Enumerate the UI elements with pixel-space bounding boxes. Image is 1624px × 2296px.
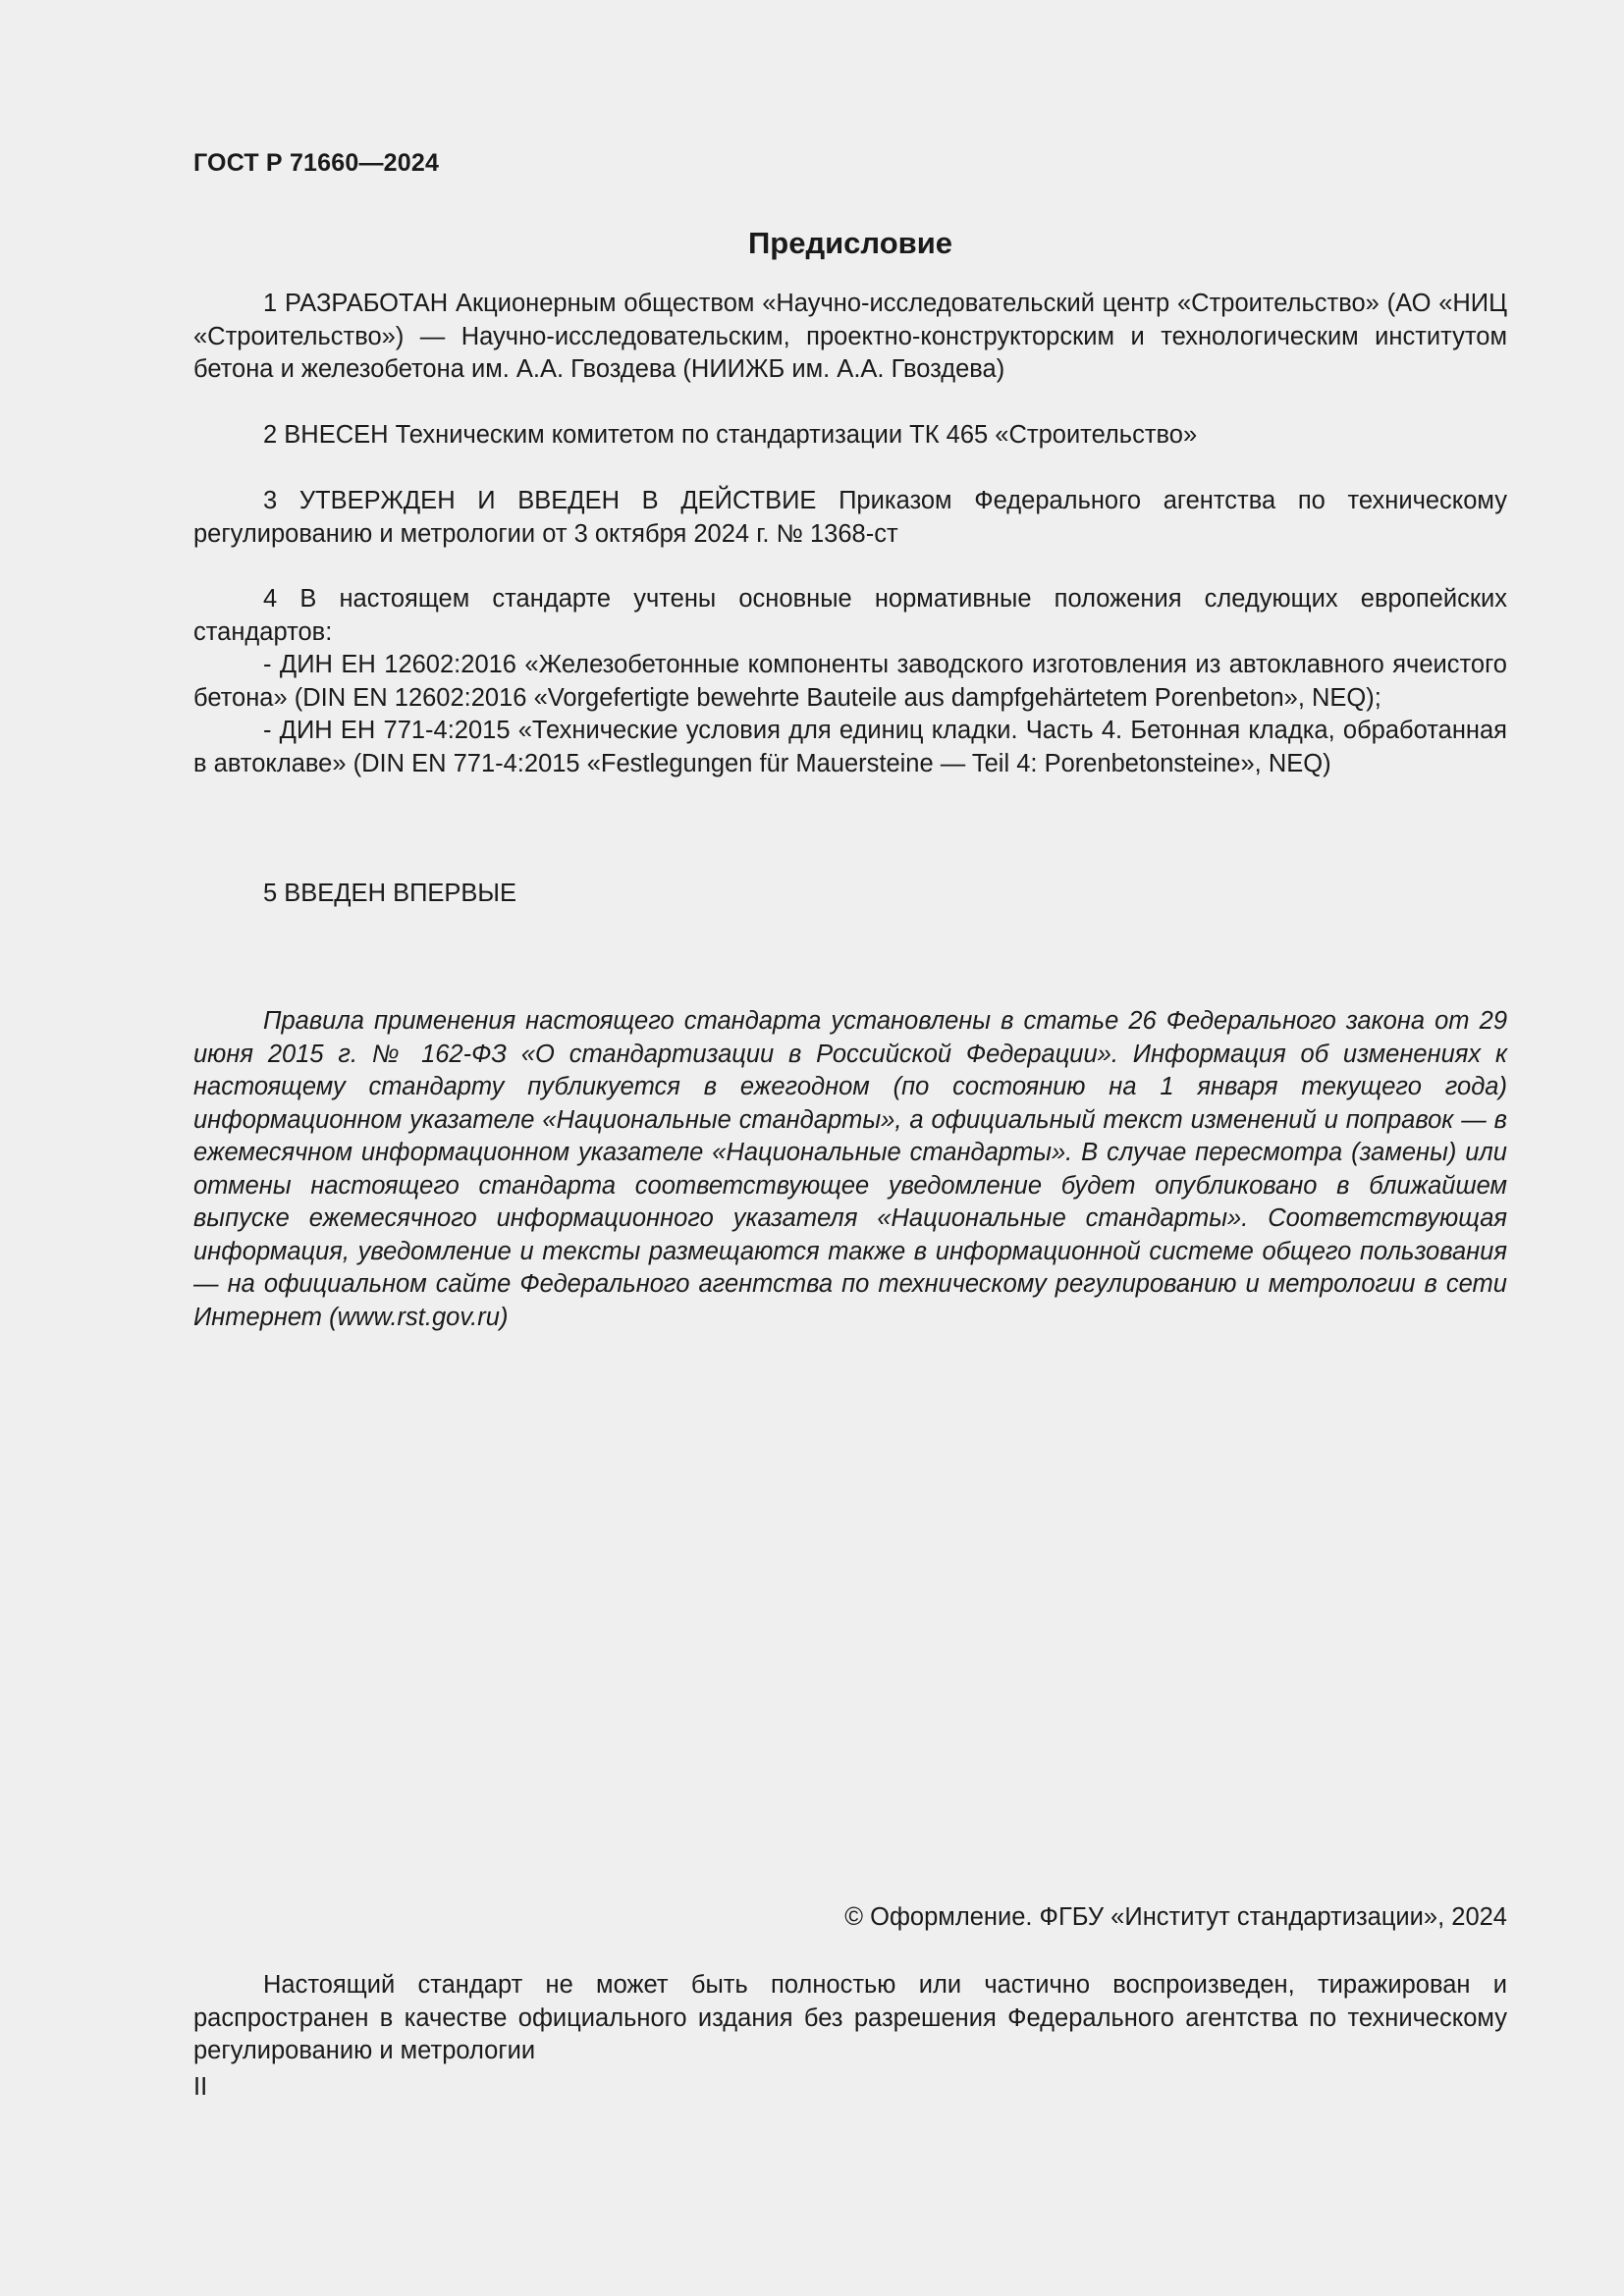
- notice-text: Правила применения настоящего стандарта установлены в статье 26 Федерального закона от 29 июня 2015 г. № 162-ФЗ «О стандартизации в Российской Федерации». Информация об изменениях к настоящему стандарту публикуется в ежегодном (по состоянию на 1 января текущего года) информационном указателе «Национальные стандарты», а официальный текст изменений и поправок — в ежемесячном информационном указателе «Национальные стандарты». В случае пересмотра (замены) или отмены настоящего стандарта соответствующее уведомление будет опубликовано в ближайшем выпуске ежемесячного информационного указателя «Национальные стандарты». Соответствующая информация, уведомление и тексты размещаются также в информационной системе общего пользования — на официальном сайте Федерального агентства по техническому регулированию и метрологии в сети Интернет (www.rst.gov.ru): [193, 1007, 1507, 1331]
- item-5-text: 5 ВВЕДЕН ВПЕРВЫЕ: [263, 880, 517, 907]
- item-4-intro: 4 В настоящем стандарте учтены основные нормативные положения следующих европейских стандартов:: [193, 585, 1507, 646]
- foreword-item-5: [193, 878, 1507, 911]
- item-1-text: 1 РАЗРАБОТАН Акционерным обществом «Научно-исследовательский центр «Строительство» (АО «НИЦ «Строительство») — Научно-исследовательским, проектно-конструкторским и технологическим институтом бетона и железобетона им. А.А. Гвоздева (НИИЖБ им. А.А. Гвоздева): [193, 290, 1507, 383]
- reproduction-notice: [193, 1969, 1507, 2068]
- document-code: ГОСТ Р 71660—2024: [193, 149, 440, 177]
- application-rules-notice: [193, 1005, 1507, 1334]
- reproduction-text: Настоящий стандарт не может быть полностью или частично воспроизведен, тиражирован и распространен в качестве официального издания без разрешения Федерального агентства по техническому регулированию и метрологии: [193, 1971, 1507, 2064]
- foreword-item-3: [193, 485, 1507, 551]
- foreword-item-1: [193, 288, 1507, 387]
- item-4-standard-1: - ДИН ЕН 12602:2016 «Железобетонные компоненты заводского изготовления из автоклавного ячеистого бетона» (DIN EN 12602:2016 «Vorgefertigte bewehrte Bauteile aus dampfgehärtetem Porenbeton», NEQ);: [193, 651, 1507, 712]
- item-4-standard-2: - ДИН ЕН 771-4:2015 «Технические условия для единиц кладки. Часть 4. Бетонная кладка, обработанная в автоклаве» (DIN EN 771-4:2015 «Festlegungen für Mauersteine — Teil 4: Porenbetonsteine», NEQ): [193, 717, 1507, 777]
- item-3-text: 3 УТВЕРЖДЕН И ВВЕДЕН В ДЕЙСТВИЕ Приказом Федерального агентства по техническому регулированию и метрологии от 3 октября 2024 г. № 1368-ст: [193, 487, 1507, 548]
- document-page: [193, 0, 1507, 2296]
- copyright-line: © Оформление. ФГБУ «Институт стандартизации», 2024: [844, 1903, 1507, 1931]
- page-number: II: [193, 2073, 208, 2101]
- page-title: Предисловие: [747, 226, 952, 260]
- item-2-text: 2 ВНЕСЕН Техническим комитетом по стандартизации ТК 465 «Строительство»: [263, 421, 1198, 449]
- foreword-item-2: [193, 419, 1507, 453]
- foreword-item-4: [193, 583, 1507, 780]
